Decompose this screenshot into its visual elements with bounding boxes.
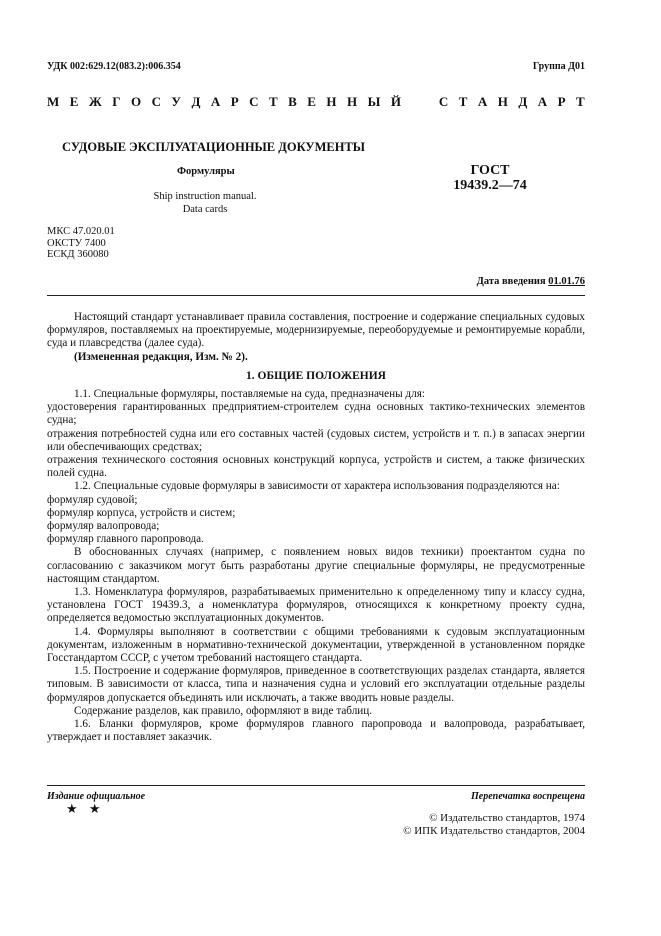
- paragraph-1-1-c: отражения технического состояния основных конструкций корпуса, устройств и систем, а также физических полей судна.: [47, 454, 585, 480]
- english-title-line-1: Ship instruction manual.: [153, 191, 257, 202]
- standard-heading-letter: Й: [390, 94, 401, 109]
- standard-heading-letter: А: [477, 94, 488, 109]
- standard-heading-letter: [425, 94, 428, 110]
- standard-heading-letter: Р: [230, 94, 239, 109]
- header-divider: [47, 295, 585, 296]
- standard-heading-letter: Д: [191, 94, 201, 109]
- paragraph-1-2-c: формуляр валопровода;: [47, 520, 160, 533]
- standard-heading-letter: А: [537, 94, 548, 109]
- paragraph-1-1: 1.1. Специальные формуляры, поставляемые на суда, предназначены для:: [74, 388, 425, 401]
- paragraph-1-5-a: Содержание разделов, как правило, оформляют в виде таблиц.: [74, 704, 373, 717]
- copyright-line-1: © Издательство стандартов, 1974: [429, 812, 585, 824]
- paragraph-1-2-e: В обоснованных случаях (например, с появлением новых видов техники) проектантом судна по согласованию с заказчиком могут быть разработаны другие специальные формуляры, не предусмотренные настоящим стандартом.: [47, 546, 585, 585]
- introduction-date-value: 01.01.76: [548, 276, 585, 287]
- document-subtitle: Формуляры: [177, 166, 235, 177]
- paragraph-1-1-b: отражения потребностей судна или его составных частей (судовых систем, устройств и т. п.) в запасах энергии или обеспечивающих средствах;: [47, 427, 585, 453]
- standard-heading-letter: [411, 94, 414, 110]
- paragraph-1-2: 1.2. Специальные судовые формуляры в зависимости от характера использования подразделяются на:: [74, 480, 560, 493]
- standard-heading-letter: Т: [458, 94, 468, 109]
- standard-heading-letter: Н: [497, 94, 508, 109]
- copyright-line-2: © ИПК Издательство стандартов, 2004: [403, 825, 585, 837]
- standard-heading-letter: М: [47, 94, 60, 109]
- gost-designation: [420, 163, 560, 193]
- standard-heading-letter: С: [438, 94, 449, 109]
- standard-heading-letter: Д: [518, 94, 528, 109]
- english-title-line-2: Data cards: [182, 204, 228, 215]
- standard-heading-letter: В: [288, 94, 297, 109]
- paragraph-intro-note: (Измененная редакция, Изм. № 2).: [74, 350, 248, 363]
- paragraph-1-2-b: формуляр корпуса, устройств и систем;: [47, 506, 236, 519]
- introduction-date-label: Дата введения: [476, 276, 546, 287]
- official-edition-label: Издание официальное: [47, 791, 146, 802]
- standard-heading-letter: А: [210, 94, 221, 109]
- standard-heading-letter: С: [151, 94, 161, 109]
- interstate-standard-heading: [47, 94, 585, 110]
- standard-heading-letter: Е: [69, 94, 79, 109]
- gost-number: 19439.2—74: [453, 178, 527, 193]
- copyright-block: [403, 812, 585, 838]
- english-title: [150, 190, 260, 216]
- standard-heading-letter: О: [130, 94, 142, 109]
- udk-code: УДК 002:629.12(083.2):006.354: [47, 61, 181, 72]
- standard-heading-letter: Г: [112, 94, 121, 109]
- paragraph-intro: Настоящий стандарт устанавливает правила составления, построение и содержание специальных судовых формуляров, поставляемых на проектируемые, модернизируемые, переоборудуемые и ремонтируемые корабли, суда и плавсредства (далее суда).: [47, 311, 585, 350]
- standard-heading-letter: Е: [307, 94, 316, 109]
- standard-heading-letter: Ж: [88, 94, 102, 109]
- paragraph-1-1-a: удостоверения гарантированных предприятием-строителем судна основных тактико-технических элементов судна;: [47, 401, 585, 427]
- code-okstu: ОКСТУ 7400: [47, 237, 106, 249]
- standard-heading-letter: У: [171, 94, 181, 109]
- standard-heading-letter: Н: [326, 94, 337, 109]
- document-title: СУДОВЫЕ ЭКСПЛУАТАЦИОННЫЕ ДОКУМЕНТЫ: [62, 140, 366, 154]
- stars-mark: ★ ★: [66, 801, 105, 816]
- footer-divider: [47, 785, 585, 786]
- paragraph-1-5: 1.5. Построение и содержание формуляров, приведенное в соответствующих разделах стандарта, является типовым. В зависимости от класса, типа и назначения судна и условий его эксплуатации отдельные разделы формуляров допускается объединять или исключать, а также вводить новые разделы.: [47, 665, 585, 704]
- code-eskd: ЕСКД 360080: [47, 249, 109, 260]
- standard-heading-letter: Н: [347, 94, 358, 109]
- classification-codes: [47, 226, 115, 261]
- paragraph-1-2-a: формуляр судовой;: [47, 493, 138, 506]
- paragraph-1-4: 1.4. Формуляры выполняют в соответствии с общими требованиями к судовым эксплуатационным документам, изложенным в нормативно-технической документации, утвержденной в установленном порядке Госстандартом СССР, с учетом требований настоящего стандарта.: [47, 625, 585, 665]
- group-code: Группа Д01: [532, 61, 585, 72]
- gost-label: ГОСТ: [470, 163, 510, 178]
- introduction-date: [477, 276, 585, 287]
- code-mks: МКС 47.020.01: [47, 226, 115, 237]
- standard-heading-letter: С: [249, 94, 259, 109]
- reprint-prohibited-label: Перепечатка воспрещена: [471, 791, 585, 802]
- document-body: [47, 311, 585, 745]
- standard-heading-letter: Т: [269, 94, 278, 109]
- standard-heading-letter: Р: [557, 94, 566, 109]
- paragraph-1-3: 1.3. Номенклатура формуляров, разрабатываемых применительно к определенному типу и классу судна, установлена ГОСТ 19439.3, а номенклатура формуляров, относящихся к конкретному проекту судна, определяется ведомостью эксплуатационных документов.: [47, 586, 585, 625]
- paragraph-1-6: 1.6. Бланки формуляров, кроме формуляров главного паропровода и валопровода, разрабатывает, утверждает и поставляет заказчик.: [47, 718, 585, 744]
- paragraph-1-2-d: формуляр главного паропровода.: [47, 533, 204, 546]
- standard-heading-letter: Ы: [367, 94, 381, 109]
- standard-heading-letter: Т: [576, 94, 585, 109]
- section-heading: 1. ОБЩИЕ ПОЛОЖЕНИЯ: [246, 369, 386, 382]
